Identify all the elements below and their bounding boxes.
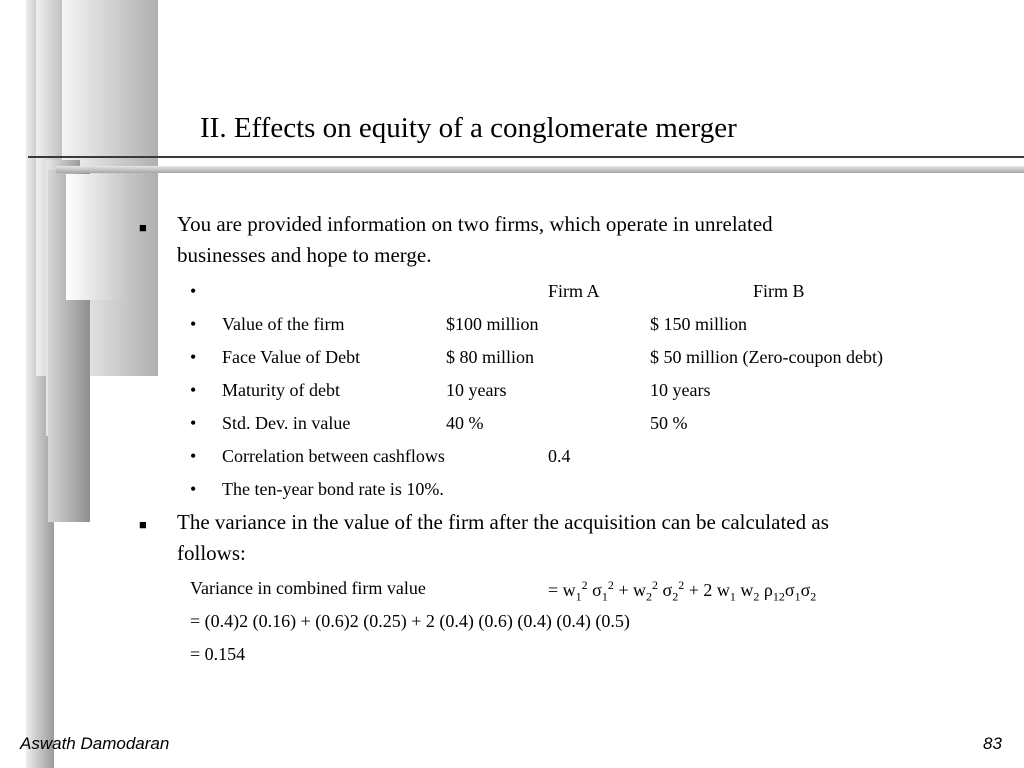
- sub-bullet-dot: •: [190, 347, 197, 367]
- sub-bullet-dot: •: [190, 314, 197, 334]
- formula-expression: = $w_1^2$ $\sigma_1^2 + w_2^2$ $\sigma_2^2 + 2$ $w_1$ $w_2$ $\rho_{12}\sigma_1\sigma_2$: [548, 578, 817, 604]
- bullet-2-line-2: follows:: [177, 541, 246, 565]
- table-row-firm-a: $100 million: [446, 314, 539, 334]
- bullet-1-line-2: businesses and hope to merge.: [177, 243, 432, 267]
- sub-bullet-dot: •: [190, 281, 197, 301]
- slide-title: II. Effects on equity of a conglomerate merger: [200, 112, 737, 144]
- table-row-firm-a: 40 %: [446, 413, 484, 433]
- bullet-1-line-1: You are provided information on two firms, which operate in unrelated: [177, 212, 773, 236]
- table-row-firm-b: 50 %: [650, 413, 688, 433]
- table-row-firm-a: 10 years: [446, 380, 507, 400]
- formula-line-3: = 0.154: [190, 644, 246, 664]
- sub-bullet-dot: •: [190, 413, 197, 433]
- table-row-label: Std. Dev. in value: [222, 413, 351, 433]
- title-rule-dark: [28, 156, 1024, 158]
- bullet-2-line-1: The variance in the value of the firm after the acquisition can be calculated as: [177, 510, 829, 534]
- sub-bullet-dot: •: [190, 479, 197, 499]
- table-row-label: Face Value of Debt: [222, 347, 361, 367]
- sub-bullet-dot: •: [190, 380, 197, 400]
- table-header-firm-b: Firm B: [753, 281, 805, 301]
- sub-bullet-dot: •: [190, 446, 197, 466]
- square-bullet-icon: ■: [139, 220, 147, 235]
- bond-rate-note: The ten-year bond rate is 10%.: [222, 479, 444, 499]
- table-row-label: Value of the firm: [222, 314, 345, 334]
- title-rule-light: [56, 166, 1024, 173]
- table-row-label: Maturity of debt: [222, 380, 340, 400]
- table-header-firm-a: Firm A: [548, 281, 600, 301]
- table-row-firm-a: $ 80 million: [446, 347, 535, 367]
- page-number: 83: [983, 734, 1002, 753]
- formula-line-2: = (0.4)2 (0.16) + (0.6)2 (0.25) + 2 (0.4) (0.6) (0.4) (0.4) (0.5): [190, 611, 630, 631]
- square-bullet-icon: ■: [139, 517, 147, 532]
- correlation-label: Correlation between cashflows: [222, 446, 445, 466]
- formula-label: Variance in combined firm value: [190, 578, 426, 598]
- table-row-firm-b: 10 years: [650, 380, 711, 400]
- table-row-firm-b: $ 50 million (Zero-coupon debt): [650, 347, 883, 367]
- table-row-firm-b: $ 150 million: [650, 314, 748, 334]
- decor-bar-6: [66, 174, 126, 300]
- footer-author: Aswath Damodaran: [20, 734, 170, 753]
- correlation-value: 0.4: [548, 446, 571, 466]
